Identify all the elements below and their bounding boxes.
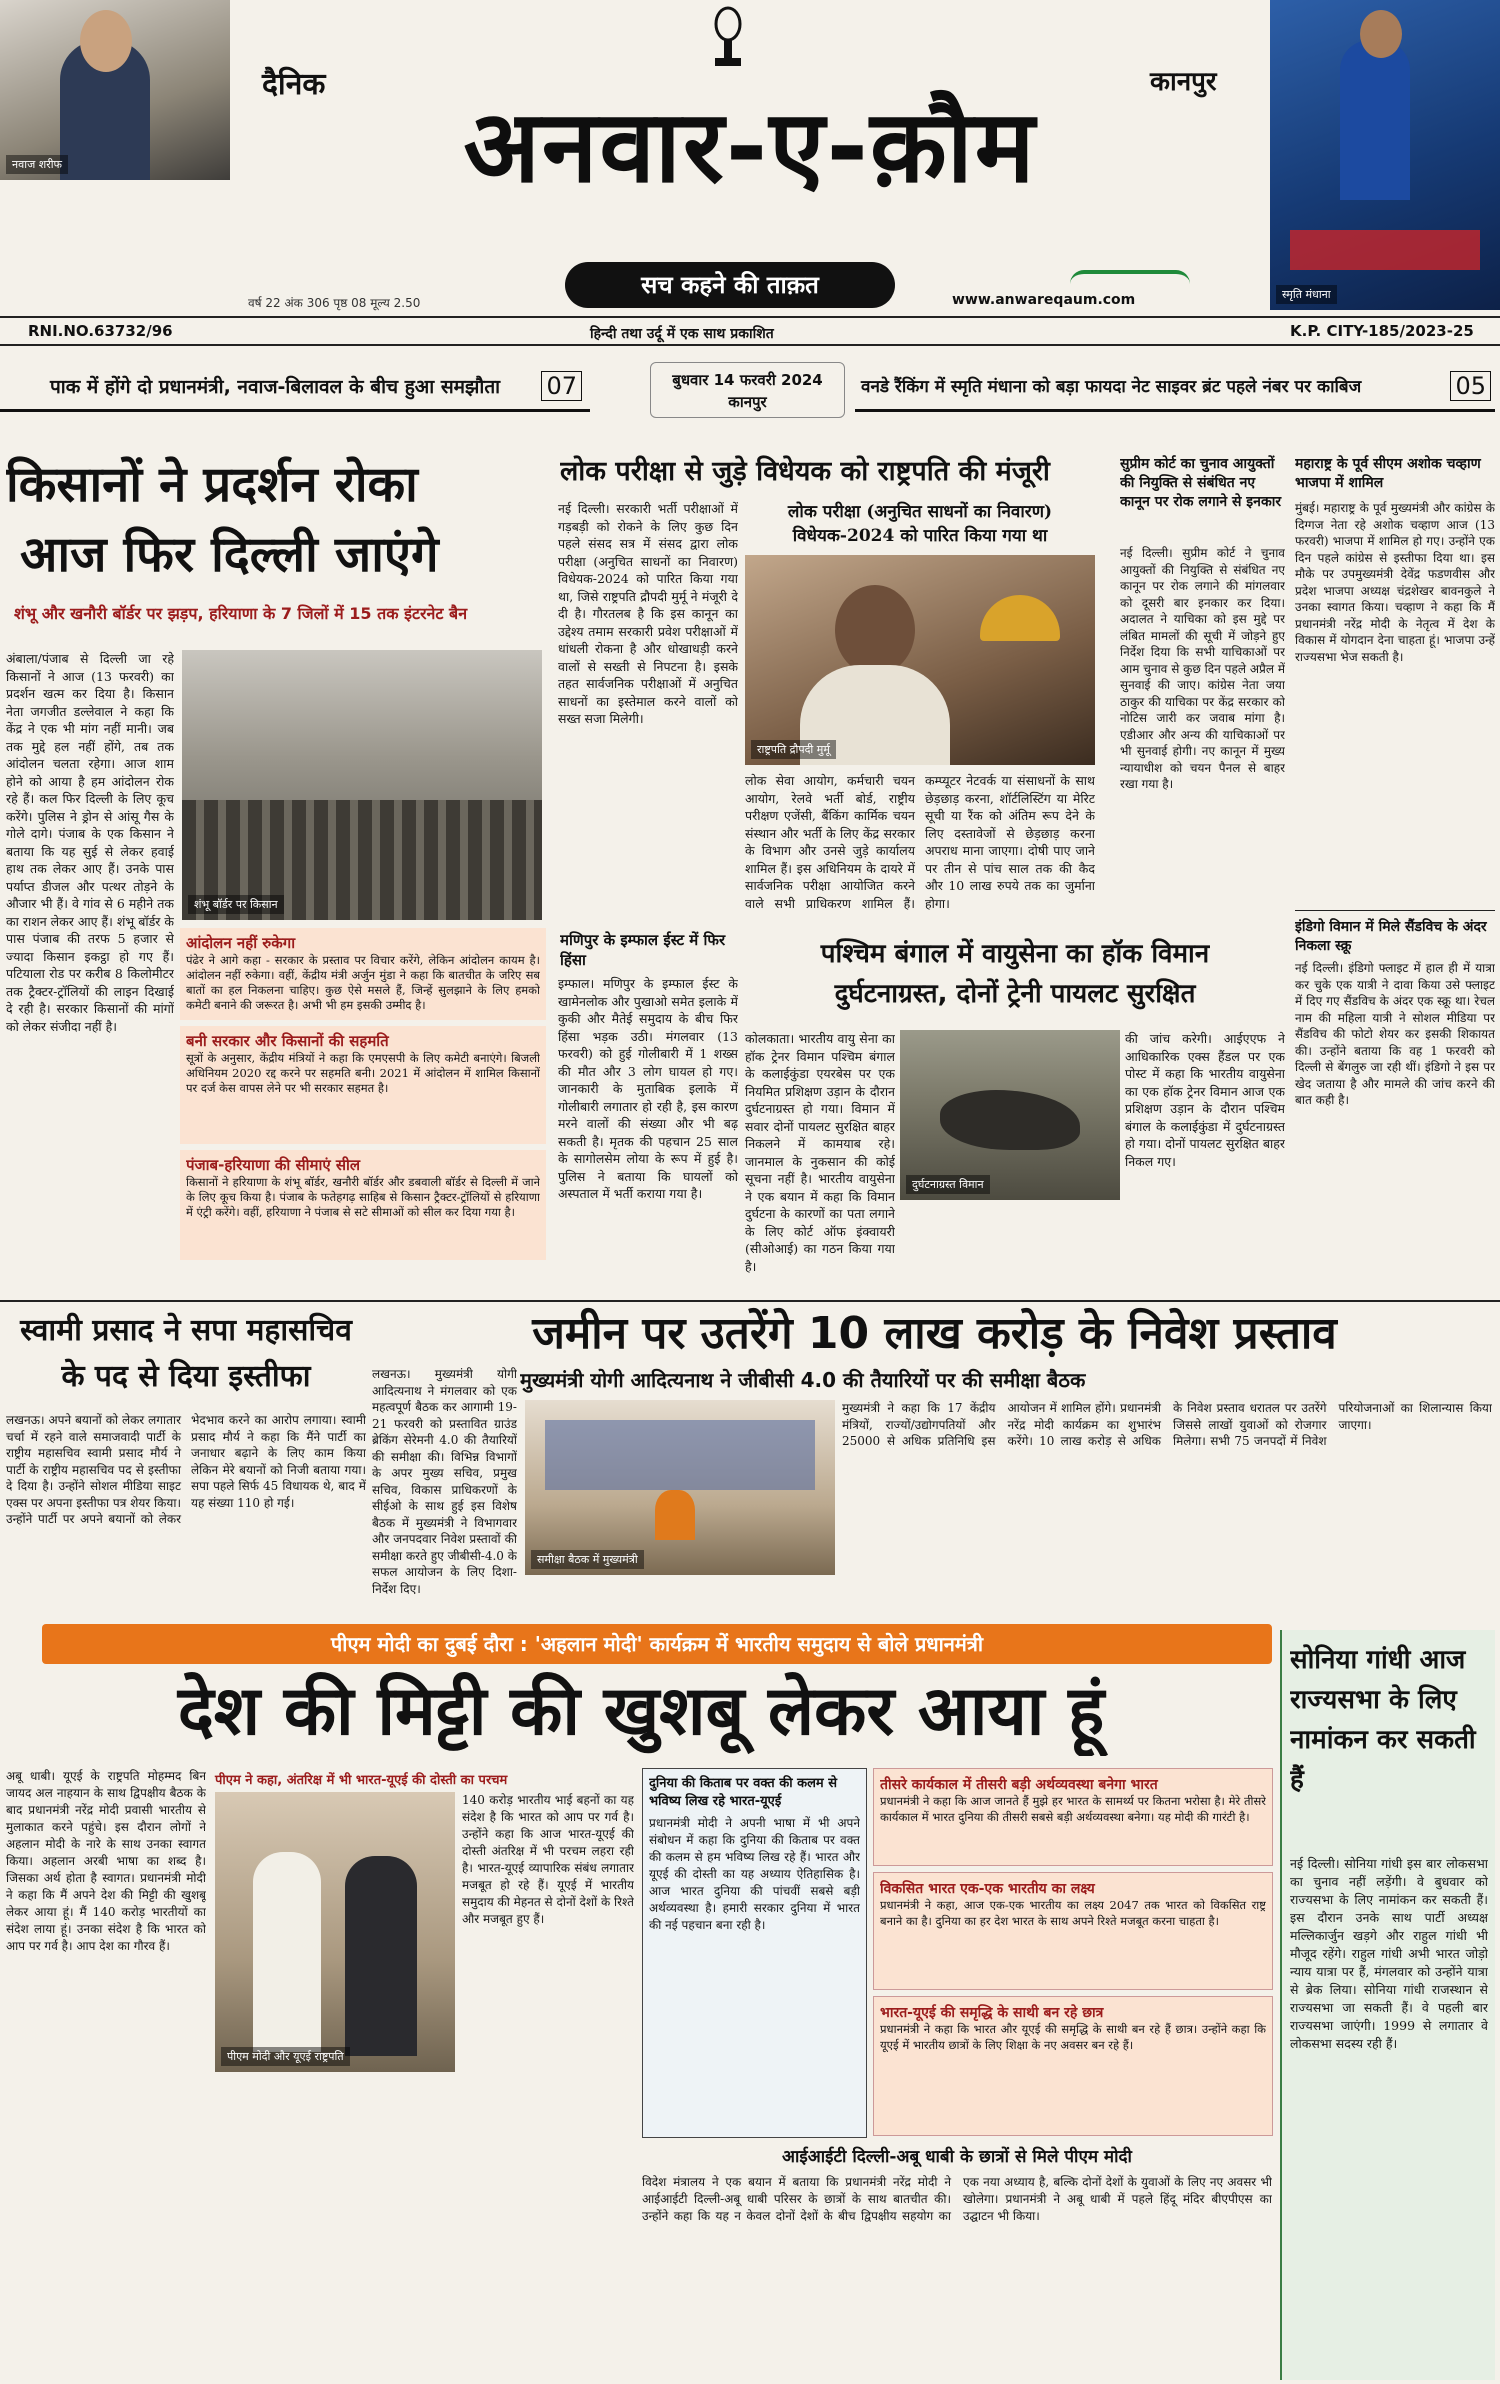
masthead-emblem <box>705 6 751 68</box>
masthead-left-photo <box>0 0 230 180</box>
sonia-body: नई दिल्ली। सोनिया गांधी इस बार लोकसभा का चुनाव नहीं लड़ेंगी। वे बुधवार को राज्यसभा के लिए नामांकन कर सकती हैं। इस दौरान उनके साथ पार्टी अध्यक्ष मल्लिकार्जुन खड़गे और राहुल गांधी भी मौजूद रहेंगे। राहुल गांधी अभी भारत जोड़ो न्याय यात्रा पर हैं, मंगलवार को उन्होंने यात्रा से ब्रेक लिया। सोनिया गांधी राजस्थान से राज्यसभा जा सकती हैं। वे पहली बार राज्यसभा जाएंगी। 1999 से लगातार वे लोकसभा सदस्य रही हैं। <box>1290 1856 1488 2051</box>
farmers-box-3-title: पंजाब-हरियाणा की सीमाएं सील <box>186 1156 361 1174</box>
exam-caption-line2: विधेयक-2024 को पारित किया गया था <box>792 526 1048 546</box>
iit-body: विदेश मंत्रालय ने एक बयान में बताया कि प्रधानमंत्री नरेंद्र मोदी ने आईआईटी दिल्ली-अबू धाबी परिसर के छात्रों के साथ बातचीत की। उन्होंने कहा कि यह न केवल दोनों देशों के बीच द्विपक्षीय सहयोग का एक नया अध्याय है, बल्कि दोनों देशों के युवाओं के लिए नए अवसर भी खोलेगा। प्रधानमंत्री ने अबू धाबी में पहले हिंदू मंदिर बीएपीएस का उद्घाटन भी किया। <box>642 2175 1272 2223</box>
modi-box-1 <box>642 1768 867 2138</box>
masthead-rule-2 <box>0 344 1500 346</box>
farmers-subhead: शंभू और खनौरी बॉर्डर पर झड़प, हरियाणा के 7 जिलों में 15 तक इंटरनेट बैन <box>14 604 468 623</box>
masthead-rule <box>0 316 1500 318</box>
swami-headline-2: के पद से दिया इस्तीफा <box>61 1359 311 1394</box>
modi-box-2 <box>873 1768 1273 1866</box>
farmers-box-2-title: बनी सरकार और किसानों की सहमति <box>186 1032 389 1050</box>
manipur-headline: मणिपुर के इम्फाल ईस्ट में फिर हिंसा <box>560 931 726 969</box>
exam-photo <box>745 555 1095 765</box>
ashok-body: मुंबई। महाराष्ट्र के पूर्व मुख्यमंत्री और कांग्रेस के दिग्गज नेता रहे अशोक चव्हाण आज (13 फरवरी) भाजपा में शामिल हो गए। उन्होंने एक दिन पहले कांग्रेस से इस्तीफा दिया था। इस मौके पर उपमुख्यमंत्री देवेंद्र फडणवीस और प्रदेश भाजपा अध्यक्ष चंद्रशेखर बावनकुले ने उनका स्वागत किया। चव्हाण ने कहा कि मैं प्रधानमंत्री नरेंद्र मोदी के नेतृत्व में देश के विकास में योगदान देना चाहता हूं। भाजपा उन्हें राज्यसभा भेज सकती है। <box>1295 501 1495 664</box>
exam-caption-line1: लोक परीक्षा (अनुचित साधनों का निवारण) <box>787 502 1053 522</box>
modi-banner <box>42 1624 1272 1664</box>
farmers-body: अंबाला/पंजाब से दिल्ली जा रहे किसानों ने आज (13 फरवरी) का प्रदर्शन खत्म कर दिया है। किसान नेता जगजीत डल्लेवाल ने कहा कि केंद्र ने एक भी मांग नहीं मानी। जब तक मुद्दे हल नहीं होंगे, तब तक आंदोलन चलता रहेगा। आज शाम होने को आया है हम आंदोलन रोक रहे हैं। कल फिर दिल्ली के लिए कूच करेंगे। पुलिस ने ड्रोन से आंसू गैस के गोले दागे। पंजाब के एक किसान ने बताया कि यह सुई से लेकर हवाई हाथ तक लेकर आए हैं। उनके पास पर्याप्त डीजल और पत्थर तोड़ने के औजार भी हैं। वे गांव से 6 महीने तक का राशन लेकर आए हैं। शंभू बॉर्डर के पास पंजाब की तरफ 5 हजार से ज्यादा किसान इकट्ठा हो गए हैं। पटियाला रोड पर करीब 8 किलोमीटर तक ट्रैक्टर-ट्रॉलियों की लाइन दिखाई दे रही है। सरकार किसानों की मांगों को लेकर संजीदा नहीं है। <box>6 651 174 1034</box>
crash-body-2: की जांच करेगी। आईएएफ ने आधिकारिक एक्स हैंडल पर एक पोस्ट में कहा कि भारतीय वायुसेना का एक हॉक ट्रेनर विमान आज एक प्रशिक्षण उड़ान के दौरान पश्चिम बंगाल के कलाईकुंडा में दुर्घटनाग्रस्त हो गया। दोनों पायलट सुरक्षित बाहर निकल गए। <box>1125 1031 1285 1169</box>
invest-subhead: मुख्यमंत्री योगी आदित्यनाथ ने जीबीसी 4.0 की तैयारियों पर की समीक्षा बैठक <box>520 1368 1086 1392</box>
modi-banner-text: पीएम मोदी का दुबई दौरा : 'अहलान मोदी' कार्यक्रम में भारतीय समुदाय से बोले प्रधानमंत्री <box>330 1632 984 1656</box>
exam-headline: लोक परीक्षा से जुड़े विधेयक को राष्ट्रपति की मंजूरी <box>560 456 1050 487</box>
farmers-photo-label: शंभू बॉर्डर पर किसान <box>188 895 284 914</box>
teaser-left-text: पाक में होंगे दो प्रधानमंत्री, नवाज-बिलावल के बीच हुआ समझौता <box>50 375 501 398</box>
teaser-right-page: 05 <box>1450 371 1491 401</box>
modi-box-1-text: प्रधानमंत्री मोदी ने अपनी भाषा में भी अपने संबोधन में कहा कि दुनिया की किताब पर वक्त की कलम से हम भविष्य लिख रहे हैं। भारत और यूएई की दोस्ती का यह अध्याय ऐतिहासिक है। आज भारत दुनिया की पांचवीं सबसे बड़ी अर्थव्यवस्था है। हमारी सरकार दुनिया में भारत की नई पहचान बना रही है। <box>649 1816 860 1932</box>
modi-box-3-title: विकसित भारत एक-एक भारतीय का लक्ष्य <box>880 1881 1095 1897</box>
teaser-left[interactable] <box>0 362 590 412</box>
manipur-body: इम्फाल। मणिपुर के इम्फाल ईस्ट के खामेनलोक और पुखाओ समेत इलाके में कुकी और मैतेई समुदाय के बीच फिर हिंसा भड़क उठी। मंगलवार (13 फरवरी) को हुई गोलीबारी में 1 शख्स की मौत और 3 लोग घायल हो गए। जानकारी के मुताबिक इलाके में गोलीबारी लगातार हो रही है, इस कारण मरने वालों की संख्या और भी बढ़ सकती है। मृतक की पहचान 25 साल के सागोलसेम लोया के रूप में हुई है। पुलिस ने बताया कि घायलों को अस्पताल में भर्ती कराया गया है। <box>558 976 738 1201</box>
ashok-headline: महाराष्ट्र के पूर्व सीएम अशोक चव्हाण भाजपा में शामिल <box>1295 456 1481 491</box>
sc-headline: सुप्रीम कोर्ट का चुनाव आयुक्तों की नियुक्ति से संबंधित नए कानून पर रोक लगाने से इनकार <box>1120 456 1282 510</box>
crash-photo-label: दुर्घटनाग्रस्त विमान <box>906 1175 990 1194</box>
masthead-issue-line: वर्ष 22 अंक 306 पृष्ठ 08 मूल्य 2.50 <box>248 296 421 310</box>
sc-body: नई दिल्ली। सुप्रीम कोर्ट ने चुनाव आयुक्तों की नियुक्ति से संबंधित नए कानून पर रोक लगाने की मांगलवार को दूसरी बार इनकार कर दिया। अदालत ने याचिका को इस मुद्दे पर लंबित मामलों की सूची में जोड़ने हुए निर्देश दिया कि सभी याचिकाओं पर आम चुनाव से कुछ दिन पहले अप्रैल में सुनवाई की जाए। कांग्रेस नेता जया ठाकुर की याचिका पर केंद्र सरकार को नोटिस जारी कर जवाब मांगा है। एडीआर और अन्य की याचिकाओं पर भी सुनवाई होगी। नए कानून में मुख्य न्यायाधीश को चयन पैनल से बाहर रखा गया है। <box>1120 546 1285 791</box>
farmers-box-1-text: पंढेर ने आगे कहा - सरकार के प्रस्ताव पर विचार करेंगे, लेकिन आंदोलन कायम है। आंदोलन नहीं रुकेगा। वहीं, केंद्रीय मंत्री अर्जुन मुंडा ने कहा कि बातचीत के जरिए सब बातों का हल निकलना चाहिए। कुछ ऐसे मसले हैं, जिन्हें सुलझाने के लिए हमको कमेटी बनाने की जरूरत है। अभी भी हम इसकी उम्मीद है। <box>186 953 540 1012</box>
invest-photo <box>525 1400 835 1575</box>
farmers-box-3-text: किसानों ने हरियाणा के शंभू बॉर्डर, खनौरी बॉर्डर और डबवाली बॉर्डर से दिल्ली में जाने के लिए कूच किया है। पंजाब के फतेहगढ़ साहिब से किसान ट्रैक्टर-ट्रॉलियों से हरियाणा में एंट्री करेंगे। वहीं, हरियाणा ने पंजाब से सटे सीमाओं को सील कर दिया गया है। <box>186 1175 540 1219</box>
farmers-box-3 <box>180 1150 546 1260</box>
sonia-headline: सोनिया गांधी आज राज्यसभा के लिए नामांकन कर सकती हैं <box>1290 1645 1476 1795</box>
farmers-box-2 <box>180 1026 546 1144</box>
indigo-headline: इंडिगो विमान में मिले सैंडविच के अंदर निकला स्क्रू <box>1295 919 1487 954</box>
crash-body: कोलकाता। भारतीय वायु सेना का हॉक ट्रेनर विमान पश्चिम बंगाल के कलाईकुंडा एयरबेस पर एक नियमित प्रशिक्षण उड़ान के दौरान दुर्घटनाग्रस्त हो गया। विमान में सवार दोनों पायलट सुरक्षित बाहर निकलने में कामयाब रहे। जानमाल के नुकसान की कोई सूचना नहीं है। भारतीय वायुसेना ने एक बयान में कहा कि विमान दुर्घटना के कारणों का पता लगाने के लिए कोर्ट ऑफ इंक्वायरी (सीओआई) का गठन किया गया है। <box>745 1031 895 1274</box>
indigo-body: नई दिल्ली। इंडिगो फ्लाइट में हाल ही में यात्रा कर चुके एक यात्री ने दावा किया उसे फ्लाइट में दिए गए सैंडविच के अंदर एक स्क्रू था। रेचल नाम की महिला यात्री ने सोशल मीडिया पर सैंडविच की फोटो शेयर कर इसकी शिकायत की। उन्होंने बताया कि वह 1 फरवरी को दिल्ली से बेंगलुरु जा रही थीं। इंडिगो ने इस पर खेद जताया है और मामले की जांच करने की बात कही है। <box>1295 961 1495 1107</box>
modi-photo-caption: पीएम ने कहा, अंतरिक्ष में भी भारत-यूएई की दोस्ती का परचम <box>215 1773 508 1788</box>
modi-body-1: अबू धाबी। यूएई के राष्ट्रपति मोहम्मद बिन जायद अल नाहयान के साथ द्विपक्षीय बैठक के बाद प्रधानमंत्री नरेंद्र मोदी प्रवासी भारतीय से मुलाकात करने पहुंचे। इस दौरान लोगों ने अहलान मोदी के नारे के साथ उनका स्वागत किया। अहलान अरबी भाषा का शब्द है। जिसका अर्थ होता है स्वागत। प्रधानमंत्री मोदी ने कहा कि मैं अपने देश की मिट्टी की खुशबू लेकर आया हूं। मैं 140 करोड़ भारतीयों का संदेश लाया हूं। उनका संदेश है कि भारत को आप पर गर्व है। आप देश का गौरव हैं। <box>6 1769 206 1953</box>
modi-box-2-title: तीसरे कार्यकाल में तीसरी बड़ी अर्थव्यवस्था बनेगा भारत <box>880 1777 1158 1793</box>
section-rule-1 <box>0 1300 1500 1302</box>
teaser-right-text: वनडे रैंकिंग में स्मृति मंधाना को बड़ा फायदा नेट साइवर ब्रंट पहले नंबर पर काबिज <box>861 377 1362 397</box>
tagline: सच कहने की ताक़त <box>641 271 819 299</box>
masthead-prefix: दैनिक <box>262 67 326 102</box>
modi-body-2: 140 करोड़ भारतीय भाई बहनों का यह संदेश है कि भारत को आप पर गर्व है। उन्होंने कहा कि आज भारत-यूएई की दोस्ती अंतरिक्ष में भी परचम लहरा रही है। भारत-यूएई व्यापारिक संबंध लगातार मजबूत हो रहे हैं। यूएई में भारतीय समुदाय की मेहनत से दोनों देशों के रिश्ते और मजबूत हुए हैं। <box>462 1793 634 1926</box>
ashok-divider <box>1295 910 1495 911</box>
farmers-box-2-text: सूत्रों के अनुसार, केंद्रीय मंत्रियों ने कहा कि एमएसपी के लिए कमेटी बनाएंगे। बिजली अधिनियम 2020 रद्द करने पर सहमति बनी। 2021 में आंदोलन में शामिल किसानों पर दर्ज केस वापस लेने पर भी सरकार सहमत है। <box>186 1051 540 1095</box>
masthead-title: अनवार-ए-क़ौम <box>463 88 1037 205</box>
teaser-right[interactable] <box>855 362 1495 412</box>
modi-box-3-text: प्रधानमंत्री ने कहा, आज एक-एक भारतीय का लक्ष्य 2047 तक भारत को विकसित राष्ट्र बनाने का है। दुनिया का हर देश भारत के साथ अपने रिश्ते मजबूत करना चाहता है। <box>880 1898 1266 1928</box>
teaser-left-page: 07 <box>541 371 582 401</box>
farmers-headline-1: किसानों ने प्रदर्शन रोका <box>6 456 418 513</box>
invest-photo-label: समीक्षा बैठक में मुख्यमंत्री <box>531 1550 644 1569</box>
crash-photo <box>900 1030 1120 1200</box>
modi-box-4-text: प्रधानमंत्री ने कहा कि भारत और यूएई की समृद्धि के साथी बन रहे हैं छात्र। उन्होंने कहा कि यूएई में भारतीय छात्रों के लिए शिक्षा के नए अवसर बन रहे हैं। <box>880 2022 1266 2052</box>
left-photo-label: नवाज शरीफ <box>6 155 68 174</box>
masthead-right-photo <box>1270 0 1500 310</box>
invest-headline: जमीन पर उतरेंगे 10 लाख करोड़ के निवेश प्रस्ताव <box>532 1308 1337 1359</box>
iit-headline: आईआईटी दिल्ली-अबू धाबी के छात्रों से मिले पीएम मोदी <box>782 2147 1132 2167</box>
masthead-subline: हिन्दी तथा उर्दू में एक साथ प्रकाशित <box>590 326 774 342</box>
modi-headline: देश की मिट्टी की खुशबू लेकर आया हूं <box>177 1672 1105 1751</box>
invest-body-1: लखनऊ। मुख्यमंत्री योगी आदित्यनाथ ने मंगलवार को एक महत्वपूर्ण बैठक कर आगामी 19-21 फरवरी को प्रस्तावित ग्राउंड ब्रेकिंग सेरेमनी 4.0 की तैयारियों की समीक्षा की। विभिन्न विभागों के अपर मुख्य सचिव, प्रमुख सचिव, विकास प्राधिकरणों के सीईओ के साथ हुई इस विशेष बैठक में मुख्यमंत्री ने विभागवार और जनपदवार निवेश प्रस्तावों की समीक्षा करते हुए जीबीसी-4.0 के सफल आयोजन के लिए दिशा-निर्देश दिए। <box>372 1367 517 1596</box>
right-photo-label: स्मृति मंधाना <box>1276 285 1337 304</box>
date-box <box>650 362 845 418</box>
kp-number: K.P. CITY-185/2023-25 <box>1290 322 1474 340</box>
green-swoosh <box>1070 270 1190 284</box>
modi-box-2-text: प्रधानमंत्री ने कहा कि आज जानते हैं मुझे हर भारत के सामर्थ्य पर कितना भरोसा है। मेरे तीसरे कार्यकाल में भारत दुनिया की तीसरी सबसे बड़ी अर्थव्यवस्था बनेगा। यह मोदी की गारंटी है। <box>880 1794 1266 1824</box>
modi-box-4 <box>873 1996 1273 2136</box>
exam-body-1: नई दिल्ली। सरकारी भर्ती परीक्षाओं में गड़बड़ी को रोकने के लिए कुछ दिन पहले संसद सत्र में संसद द्वारा लोक परीक्षा (अनुचित साधनों का निवारण) विधेयक-2024 को पारित किया गया था, जिसे राष्ट्रपति द्रौपदी मुर्मू ने मंजूरी दे दी है। गौरतलब है कि इस कानून का उद्देश्य तमाम सरकारी प्रवेश परीक्षाओं में धांधली रोकना है और धोखाधड़ी करने वालों से सख्ती से निपटना है। इसके तहत सार्वजनिक परीक्षाओं में अनुचित साधनों का इस्तेमाल करने वालों को सख्त सजा मिलेगी। <box>558 501 738 726</box>
crash-headline-1: पश्चिम बंगाल में वायुसेना का हॉक विमान <box>820 939 1210 969</box>
masthead-city: कानपुर <box>1150 67 1217 97</box>
farmers-photo <box>182 650 542 920</box>
modi-photo <box>215 1792 455 2072</box>
exam-photo-label: राष्ट्रपति द्रौपदी मुर्मू <box>751 740 836 759</box>
website-link[interactable]: www.anwareqaum.com <box>952 292 1136 308</box>
farmers-headline-2: आज फिर दिल्ली जाएंगे <box>20 526 439 583</box>
swami-headline-1: स्वामी प्रसाद ने सपा महासचिव <box>20 1313 352 1348</box>
farmers-box-1 <box>180 928 546 1020</box>
crash-headline-2: दुर्घटनाग्रस्त, दोनों ट्रेनी पायलट सुरक्षित <box>834 979 1196 1009</box>
exam-body-2: लोक सेवा आयोग, कर्मचारी चयन आयोग, रेलवे भर्ती बोर्ड, राष्ट्रीय परीक्षण एजेंसी, बैंकिंग कार्मिक चयन संस्थान और भर्ती के लिए केंद्र सरकार के विभाग और उनसे जुड़े कार्यालय शामिल हैं। इस अधिनियम के दायरे में सार्वजनिक परीक्षा आयोजित करने वाले सभी प्राधिकरण शामिल हैं। कम्प्यूटर नेटवर्क या संसाधनों के साथ छेड़छाड़ करना, शॉर्टलिस्टिंग या मेरिट सूची या रैंक को अंतिम रूप देने के लिए दस्तावेजों से छेड़छाड़ करना अपराध माना जाएगा। दोषी पाए जाने पर तीन से पांच साल तक की कैद और 10 लाख रुपये तक का जुर्माना होगा। <box>745 773 1095 911</box>
exam-caption <box>745 500 1095 548</box>
modi-box-4-title: भारत-यूएई की समृद्धि के साथी बन रहे छात्र <box>880 2005 1104 2021</box>
invest-body-2: मुख्यमंत्री ने कहा कि 17 केंद्रीय मंत्रियों, राज्यों/उद्योगपतियों और 25000 से अधिक प्रतिनिधि इस आयोजन में शामिल होंगे। प्रधानमंत्री नरेंद्र मोदी कार्यक्रम का शुभारंभ करेंगे। 10 लाख करोड़ से अधिक के निवेश प्रस्ताव धरातल पर उतरेंगे जिससे लाखों युवाओं को रोजगार मिलेगा। सभी 75 जनपदों में निवेश परियोजनाओं का शिलान्यास किया जाएगा। <box>842 1401 1492 1448</box>
modi-photo-label: पीएम मोदी और यूएई राष्ट्रपति <box>221 2047 350 2066</box>
issue-date: बुधवार 14 फरवरी 2024 कानपुर <box>672 371 823 411</box>
modi-body-3 <box>215 2080 635 2380</box>
modi-box-1-title: दुनिया की किताब पर वक्त की कलम से भविष्य लिख रहे भारत-यूएई <box>649 1776 837 1809</box>
farmers-box-1-title: आंदोलन नहीं रुकेगा <box>186 934 296 952</box>
rni-number: RNI.NO.63732/96 <box>28 322 173 340</box>
tagline-banner <box>565 262 895 308</box>
modi-box-3 <box>873 1872 1273 1990</box>
swami-body: लखनऊ। अपने बयानों को लेकर लगातार चर्चा में रहने वाले समाजवादी पार्टी के राष्ट्रीय महासचिव स्वामी प्रसाद मौर्य ने पार्टी के राष्ट्रीय महासचिव पद से इस्तीफा दे दिया है। उन्होंने सोशल मीडिया साइट एक्स पर अपना इस्तीफा पत्र शेयर किया। उन्होंने पार्टी पर अपने बयानों को लेकर भेदभाव करने का आरोप लगाया। स्वामी प्रसाद मौर्य ने कहा कि मैंने पार्टी का जनाधार बढ़ाने के लिए काम किया लेकिन मेरे बयानों को निजी बताया गया। सपा पहले सिर्फ 45 विधायक थे, बाद में यह संख्या 110 हो गई। <box>6 1413 366 1526</box>
